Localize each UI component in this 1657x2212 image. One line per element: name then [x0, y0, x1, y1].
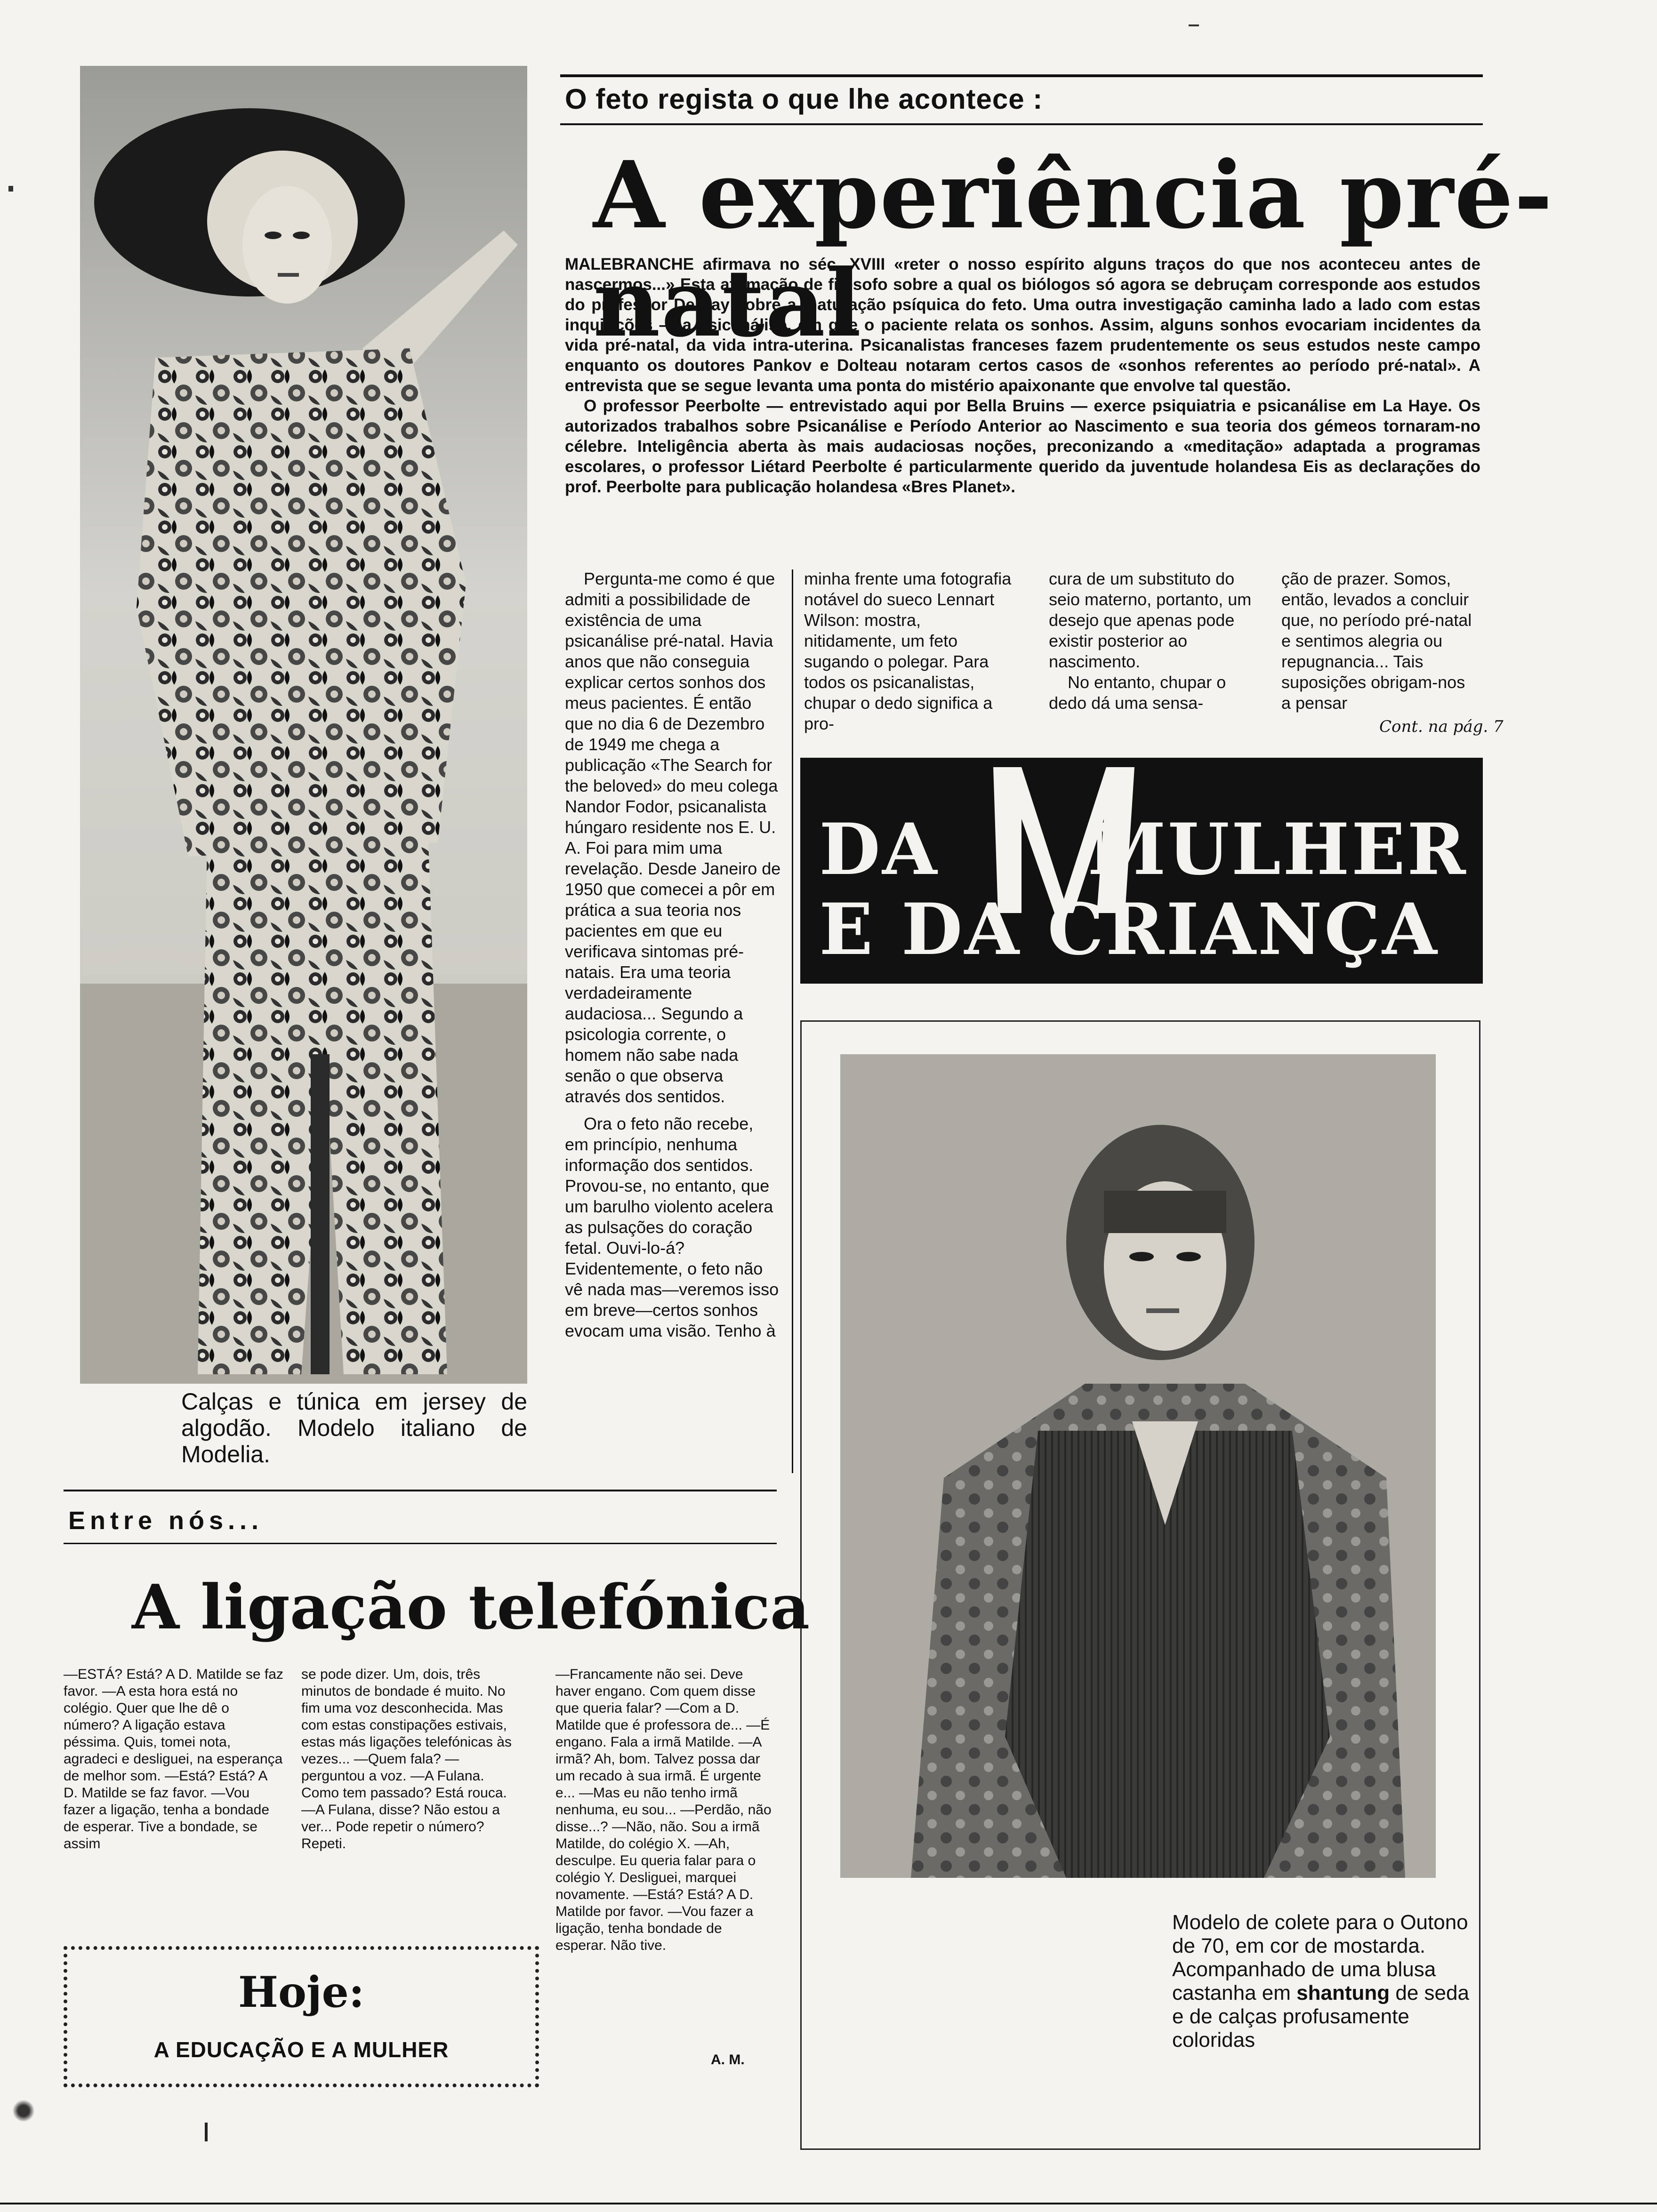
today-box: [64, 1946, 539, 2087]
page-mark: [1189, 24, 1199, 26]
section-rule: [64, 1490, 777, 1491]
author-signature: A. M.: [711, 2052, 745, 2068]
banner-line-2: E DA CRIANÇA: [819, 888, 1439, 971]
body-paragraph: ção de prazer. Somos, então, levados a concluir que, no período pré-natal e sentimos alegria ou repugnancia... Tais suposições obrigam-nos a pensar: [1281, 569, 1472, 713]
phone-column-1: —ESTÁ? Está? A D. Matilde se faz favor. —A esta hora está no colégio. Quer que lhe dê o número? A ligação estava péssima. Quis, tomei nota, agradeci e desliguei, na esperança de melhor som. —Está? Está? A D. Matilde se faz favor. —Vou fazer a ligação, tenha a bondade de esperar. Tive a bondade, se assim: [64, 1667, 283, 1851]
article-kicker: O feto regista o que lhe acontece :: [565, 83, 1043, 115]
banner-line-1: DA MULHER: [819, 808, 1468, 891]
photo-left-caption: Calças e túnica em jersey de algodão. Modelo italiano de Modelia.: [181, 1388, 527, 1467]
today-box-subtitle: A EDUCAÇÃO E A MULHER: [153, 2037, 449, 2062]
phone-column-3: —Francamente não sei. Deve haver engano. Com quem disse que queria falar? —Com a D. Matilde que é professora de... —É engano. Fala a irmã Matilde. —A irmã? Ah, bom. Talvez possa dar um recado à sua irmã. É urgente e... —Mas eu não tenho irmã nenhuma, eu sou... —Perdão, não disse...? —Não, não. Sou a irmã Matilde, do colégio X. —Ah, desculpe. Eu queria falar para o colégio Y. Desliguei, marquei novamente. —Está? Está? A D. Matilde por favor. —Vou fazer a ligação, tenha bondade de esperar. Não tive.: [555, 1667, 772, 1953]
caption-text: Modelo de colete para o Outono de 70, em cor de mostarda. Acompanhado de uma blusa castanha em: [1172, 1911, 1468, 2004]
article-title: A experiência pré-natal: [593, 141, 1553, 358]
section-title: A ligação telefónica: [132, 1571, 810, 1643]
intro-paragraph-1: MALEBRANCHE afirmava no séc. XVIII «reter o nosso espírito alguns traços do que nos aconteceu antes de nascermos...» Esta afirmação de filósofo sobre a qual os biólogos só agora se debruçam corresponde aos estudos do professor Debray sobre a maturação psíquica do feto. Uma outra investigação caminha lado a lado com estas inquirições — a psicanálise, em que o paciente relata os sonhos. Assim, alguns sonhos evocariam incidentes da vida pré-natal, da vida intra-uterina. Psicanalistas franceses fazem prudentemente os seus estudos neste campo enquanto os doutores Pankov e Dolteau notaram certos casos de «sonhos referentes ao período pré-natal». A entrevista que se segue levanta uma ponta do mistério apaixonante que envolve tal questão.: [565, 255, 1480, 395]
phone-column-2: se pode dizer. Um, dois, três minutos de bondade é muito. No fim uma voz desconhecida. Mas com estas constipações estivais, estas más ligações telefónicas às vezes... —Quem fala? — perguntou a voz. —A Fulana. Como tem passado? Está rouca. —A Fulana, disse? Não estou a ver... Pode repetir o número? Repeti.: [301, 1667, 512, 1851]
top-rule: [560, 74, 1483, 77]
caption-bold-term: shantung: [1296, 1981, 1390, 2004]
fashion-photo-left: [80, 66, 527, 1384]
body-column-4: [1281, 569, 1479, 713]
page-mark: [8, 186, 13, 192]
body-column-2: [804, 569, 1016, 734]
today-box-title: Hoje:: [238, 1967, 365, 2017]
photo-right-caption: [1172, 1911, 1476, 2052]
column-divider: [792, 569, 793, 1473]
caption-text: de seda e de calças profusamente coloridas: [1172, 1981, 1469, 2052]
body-column-1: [565, 569, 781, 1341]
intro-paragraph-2: O professor Peerbolte — entrevistado aqui por Bella Bruins — exerce psiquiatria e psicanálise em La Haye. Os autorizados trabalhos sobre Psicanálise e Período Anterior ao Nascimento e sua teoria dos gémeos tornaram-no célebre. Inteligência aberta às mais audaciosas noções, preconizando a «meditação» adaptada a programas escolares, o professor Liétard Peerbolte é particularmente querido da juventude holandesa Eis as declarações do prof. Peerbolte para publicação holandesa «Bres Planet».: [565, 397, 1480, 496]
body-paragraph: Ora o feto não recebe, em princípio, nenhuma informação dos sentidos. Provou-se, no entanto, que um barulho violento acelera as pulsações do coração fetal. Ouvi-lo-á? Evidentemente, o feto não vê nada mas—veremos isso em breve—certos sonhos evocam uma visão. Tenho à: [565, 1114, 779, 1340]
body-paragraph: No entanto, chupar o dedo dá uma sensa-: [1049, 673, 1226, 713]
body-column-3: [1049, 569, 1256, 713]
bottom-rule: [0, 2203, 1657, 2204]
body-paragraph: minha frente uma fotografia notável do sueco Lennart Wilson: mostra, nitidamente, um feto sugando o polegar. Para todos os psicanalistas, chupar o dedo significa a pro-: [804, 569, 1012, 733]
fashion-photo-right: [840, 1054, 1436, 1878]
body-paragraph: cura de um substituto do seio materno, portanto, um desejo que apenas pode existir posterior ao nascimento.: [1049, 569, 1252, 671]
body-paragraph: Pergunta-me como é que admiti a possibilidade de existência de uma psicanálise pré-natal. Havia anos que não conseguia explicar certos sonhos dos meus pacientes. É então que no dia 6 de Dezembro de 1949 me chega a publicação «The Search for the beloved» do meu colega Nandor Fodor, psicanalista húngaro residente nos E. U. A. Foi para mim uma revelação. Desde Janeiro de 1950 que comecei a pôr em prática a sua teoria nos pacientes em que eu verificava sintomas pré-natais. Era uma teoria verdadeiramente audaciosa... Segundo a psicologia corrente, o homem não sabe nada senão o que observa através dos sentidos.: [565, 569, 781, 1106]
section-banner: [800, 758, 1483, 984]
page-speck: [205, 2123, 208, 2141]
continue-note: Cont. na pág. 7: [1379, 717, 1504, 736]
page-speck: [9, 2099, 38, 2123]
article-intro: [565, 254, 1480, 497]
section-kicker: Entre nós...: [68, 1507, 264, 1535]
section-rule: [64, 1543, 777, 1544]
kicker-rule: [560, 123, 1483, 125]
